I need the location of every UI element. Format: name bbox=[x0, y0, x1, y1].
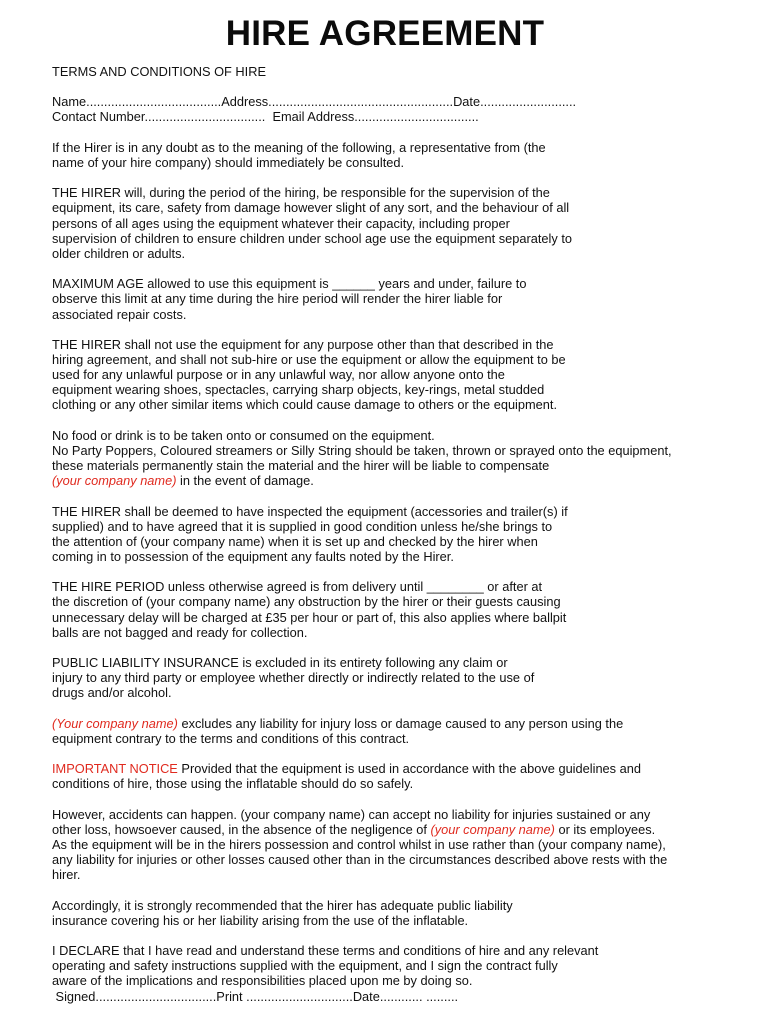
text-line bbox=[52, 291, 764, 306]
text-segment: THE HIRER will, during the period of the hiring, be responsible for the supervision of the bbox=[52, 185, 550, 201]
text-segment: the attention of (your company name) when it is set up and checked by the hirer when bbox=[52, 533, 538, 549]
text-segment: TERMS AND CONDITIONS OF HIRE bbox=[52, 64, 267, 79]
text-line bbox=[52, 958, 764, 973]
text-segment: hirer. bbox=[52, 867, 81, 883]
text-line bbox=[52, 246, 764, 261]
text-line bbox=[52, 625, 764, 640]
text-segment: coming in to possession of the equipment any faults noted by the Hirer. bbox=[52, 549, 454, 564]
paragraph bbox=[52, 898, 764, 928]
text-segment: clothing or any other similar items which could cause damage to others or the equipment. bbox=[52, 397, 558, 413]
text-segment: Contact Number.................................. Email Address................................... bbox=[52, 109, 479, 125]
text-line bbox=[52, 473, 764, 488]
text-segment: other loss, howsoever caused, in the absence of the negligence of bbox=[52, 821, 431, 837]
text-segment: MAXIMUM AGE allowed to use this equipment is ______ years and under, failure to bbox=[52, 276, 527, 292]
text-segment: operating and safety instructions supplied with the equipment, and I sign the contract fully bbox=[52, 958, 558, 974]
text-line bbox=[52, 397, 764, 412]
text-segment: persons of all ages using the equipment whatever their capacity, including proper bbox=[52, 215, 510, 231]
text-segment: I DECLARE that I have read and understand these terms and conditions of hire and any relevant bbox=[52, 943, 599, 959]
text-line bbox=[52, 549, 764, 564]
text-segment: PUBLIC LIABILITY INSURANCE is excluded in its entirety following any claim or bbox=[52, 655, 508, 671]
text-segment: balls are not bagged and ready for collection. bbox=[52, 624, 308, 640]
text-segment: name of your hire company) should immediately be consulted. bbox=[52, 154, 405, 170]
text-line bbox=[52, 731, 764, 746]
text-segment: or its employees. bbox=[554, 821, 656, 837]
text-line bbox=[52, 913, 764, 928]
text-line bbox=[52, 655, 764, 670]
text-segment: injury to any third party or employee whether directly or indirectly related to the use of bbox=[52, 670, 535, 686]
text-segment: any liability for injuries or other losses caused other than in the circumstances described above rests with the bbox=[52, 852, 668, 868]
text-segment: these materials permanently stain the material and the hirer will be liable to compensate bbox=[52, 458, 550, 474]
text-segment: THE HIRE PERIOD unless otherwise agreed is from delivery until ________ or after at bbox=[52, 579, 543, 595]
text-line bbox=[52, 519, 764, 534]
text-segment: excludes any liability for injury loss or damage caused to any person using the bbox=[177, 715, 624, 731]
text-line bbox=[52, 837, 764, 852]
text-line bbox=[52, 685, 764, 700]
text-line bbox=[52, 716, 764, 731]
important-notice-label: IMPORTANT NOTICE bbox=[52, 761, 178, 777]
text-line bbox=[52, 216, 764, 231]
text-segment: associated repair costs. bbox=[52, 306, 187, 322]
text-line bbox=[52, 852, 764, 867]
text-line bbox=[52, 109, 764, 124]
text-segment: observe this limit at any time during the hire period will render the hirer liable for bbox=[52, 291, 503, 307]
text-line bbox=[52, 458, 764, 473]
document-body bbox=[52, 64, 764, 1019]
text-segment: insurance covering his or her liability arising from the use of the inflatable. bbox=[52, 912, 469, 928]
section-heading bbox=[52, 64, 764, 79]
text-segment: hiring agreement, and shall not sub-hire or use the equipment or allow the equipment to be bbox=[52, 351, 566, 367]
text-line bbox=[52, 337, 764, 352]
paragraph bbox=[52, 761, 764, 791]
text-line bbox=[52, 382, 764, 397]
text-segment: Accordingly, it is strongly recommended that the hirer has adequate public liability bbox=[52, 897, 513, 913]
text-line bbox=[52, 898, 764, 913]
text-segment: THE HIRER shall be deemed to have inspected the equipment (accessories and trailer(s) if bbox=[52, 503, 568, 519]
text-segment: the discretion of (your company name) any obstruction by the hirer or their guests causing bbox=[52, 594, 561, 610]
text-line bbox=[52, 307, 764, 322]
text-segment: Name......................................Address....................................................Date........................... bbox=[52, 94, 577, 110]
text-line bbox=[52, 200, 764, 215]
text-line bbox=[52, 140, 764, 155]
company-name-placeholder: (your company name) bbox=[430, 821, 555, 837]
text-line bbox=[52, 94, 764, 109]
text-segment: No Party Poppers, Coloured streamers or Silly String should be taken, thrown or sprayed onto the equipment, bbox=[52, 442, 672, 458]
paragraph bbox=[52, 337, 764, 413]
text-line bbox=[52, 352, 764, 367]
text-segment: supervision of children to ensure children under school age use the equipment separately to bbox=[52, 230, 573, 246]
text-line bbox=[52, 973, 764, 988]
paragraph bbox=[52, 716, 764, 746]
text-segment: used for any unlawful purpose or in any unlawful way, nor allow anyone onto the bbox=[52, 367, 505, 383]
text-line bbox=[52, 822, 764, 837]
text-line bbox=[52, 428, 764, 443]
text-segment: unnecessary delay will be charged at £35 per hour or part of, this also applies where ballpit bbox=[52, 609, 567, 625]
text-segment: If the Hirer is in any doubt as to the meaning of the following, a representative from (the bbox=[52, 139, 546, 155]
text-segment: drugs and/or alcohol. bbox=[52, 685, 172, 701]
paragraph bbox=[52, 185, 764, 261]
text-line bbox=[52, 867, 764, 882]
text-line bbox=[52, 807, 764, 822]
text-segment: THE HIRER shall not use the equipment for any purpose other than that described in the bbox=[52, 336, 554, 352]
text-line bbox=[52, 943, 764, 958]
text-line bbox=[52, 670, 764, 685]
text-segment: equipment wearing shoes, spectacles, carrying sharp objects, key-rings, metal studded bbox=[52, 382, 545, 398]
text-line bbox=[52, 367, 764, 382]
paragraph bbox=[52, 655, 764, 700]
text-line bbox=[52, 443, 764, 458]
paragraph bbox=[52, 276, 764, 321]
text-line bbox=[52, 185, 764, 200]
paragraph bbox=[52, 807, 764, 883]
text-segment: equipment contrary to the terms and conditions of this contract. bbox=[52, 730, 410, 746]
text-segment: Signed..................................Print ..............................Date............ ......... bbox=[52, 988, 459, 1004]
text-segment: in the event of damage. bbox=[176, 473, 314, 489]
text-line bbox=[52, 231, 764, 246]
text-segment: supplied) and to have agreed that it is supplied in good condition unless he/she brings to bbox=[52, 518, 553, 534]
text-segment: No food or drink is to be taken onto or consumed on the equipment. bbox=[52, 427, 435, 443]
text-line bbox=[52, 761, 764, 776]
text-segment: conditions of hire, those using the inflatable should do so safely. bbox=[52, 776, 414, 792]
text-segment: equipment, its care, safety from damage however slight of any sort, and the behaviour of all bbox=[52, 200, 570, 216]
text-line bbox=[52, 776, 764, 791]
paragraph bbox=[52, 504, 764, 565]
text-line bbox=[52, 504, 764, 519]
text-line bbox=[52, 610, 764, 625]
document-title: HIRE AGREEMENT bbox=[225, 14, 545, 53]
text-line bbox=[52, 155, 764, 170]
paragraph bbox=[52, 579, 764, 640]
text-line bbox=[52, 579, 764, 594]
company-name-placeholder: (Your company name) bbox=[52, 715, 178, 731]
paragraph bbox=[52, 140, 764, 170]
text-segment: However, accidents can happen. (your company name) can accept no liability for injuries sustained or any bbox=[52, 806, 651, 822]
text-segment: older children or adults. bbox=[52, 245, 186, 261]
text-line bbox=[52, 594, 764, 609]
text-line bbox=[52, 989, 764, 1004]
paragraph bbox=[52, 943, 764, 1004]
text-segment: Provided that the equipment is used in accordance with the above guidelines and bbox=[177, 761, 641, 777]
text-line bbox=[52, 534, 764, 549]
hirer-details-fields bbox=[52, 94, 764, 124]
text-line bbox=[52, 276, 764, 291]
paragraph bbox=[52, 428, 764, 489]
text-segment: As the equipment will be in the hirers possession and control whilst in use rather than (your company name), bbox=[52, 836, 666, 852]
text-line bbox=[52, 64, 764, 79]
text-segment: aware of the implications and responsibilities placed upon me by doing so. bbox=[52, 973, 473, 989]
company-name-placeholder: (your company name) bbox=[52, 473, 177, 489]
